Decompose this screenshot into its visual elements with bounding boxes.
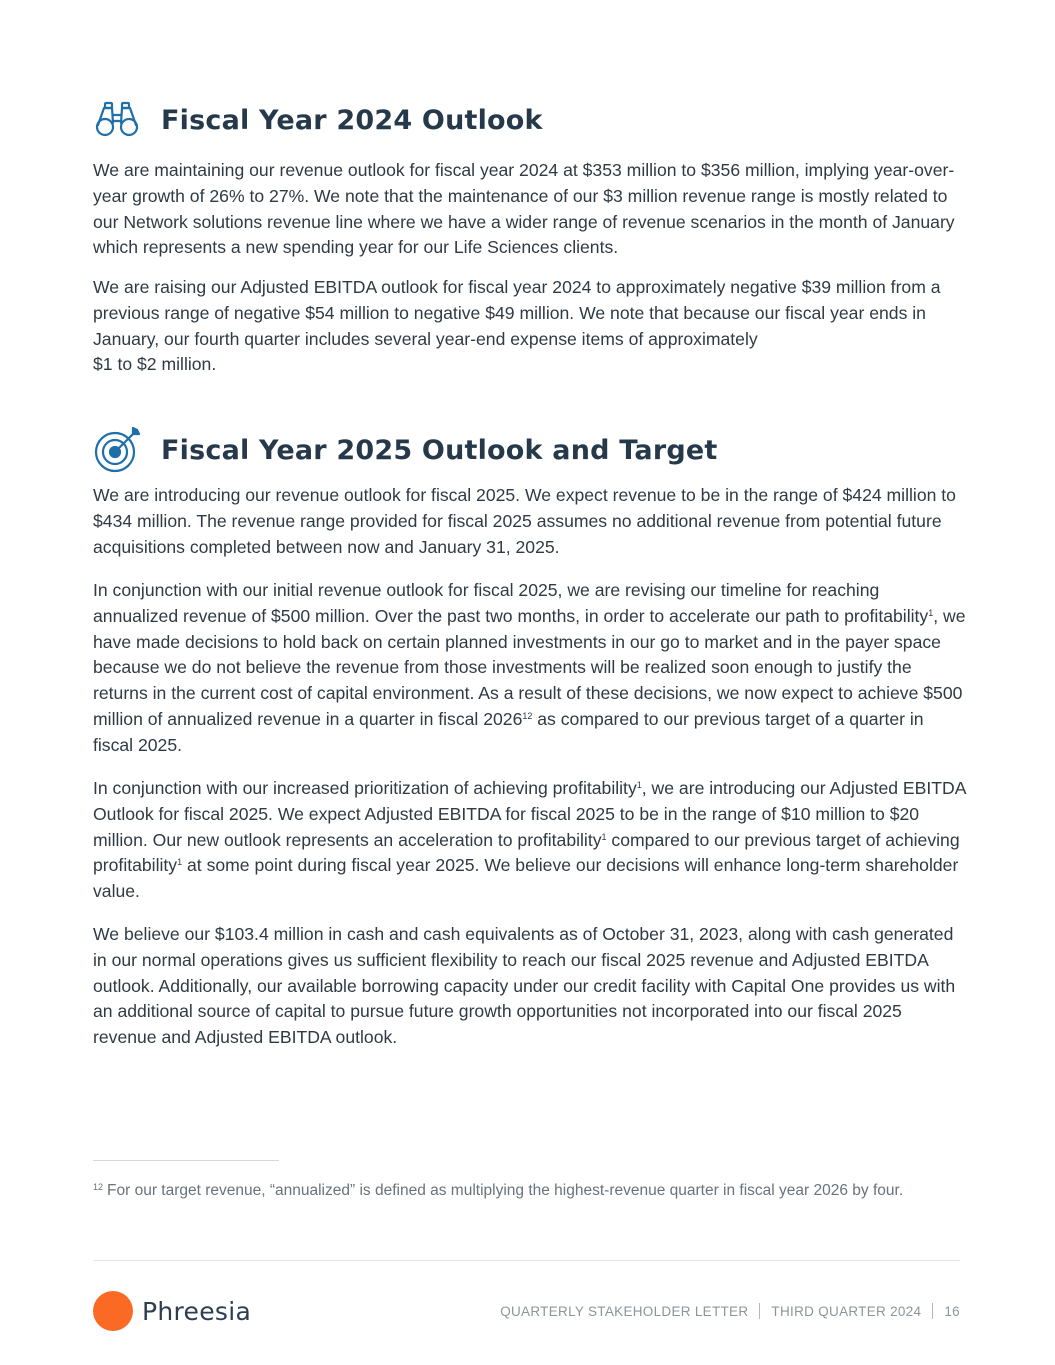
footnote-ref: 1: [928, 607, 934, 618]
period-label: THIRD QUARTER 2024: [771, 1303, 922, 1319]
target-icon: [93, 426, 141, 474]
fy2024-ebitda-text: We are raising our Adjusted EBITDA outlook for fiscal year 2024 to approximately negative $39 million from a previous range of negative $54 million to negative $49 million. We note that because our fiscal year ends in January, our fourth quarter includes several year-end expense items of approximately: [93, 277, 941, 349]
section-title: Fiscal Year 2025 Outlook and Target: [161, 434, 718, 466]
page-number: 16: [944, 1303, 960, 1319]
document-label: QUARTERLY STAKEHOLDER LETTER: [500, 1303, 749, 1319]
binoculars-icon: [93, 96, 141, 144]
text-run: at some point during fiscal year 2025. We believe our decisions will enhance long-term shareholder value.: [93, 855, 959, 902]
text-run: , we are introducing our Adjusted EBITDA Outlook for fiscal 2025. We expect Adjusted EBITDA for fiscal 2025 to be in the range of $10 million to $20 million. Our new outlook represents an acceleration to profitability: [93, 778, 966, 850]
text-run: as compared to our previous target of a quarter in fiscal 2025.: [93, 708, 924, 755]
fy2024-revenue-paragraph: We are maintaining our revenue outlook for fiscal year 2024 at $353 million to $356 million, implying year-over-year growth of 26% to 27%. We note that the maintenance of our $3 million revenue range is mostly related to our Network solutions revenue line where we have a wider range of revenue scenarios in the month of January which represents a new spending year for our Life Sciences clients.: [93, 160, 955, 258]
brand-name: Phreesia: [142, 1296, 252, 1326]
footnote-ref: 12: [522, 710, 533, 721]
footnote-marker: 12: [93, 1182, 104, 1192]
text-run: In conjunction with our increased prioritization of achieving profitability: [93, 778, 637, 798]
phreesia-logo: [93, 1291, 251, 1331]
text-run: , we have made decisions to hold back on certain planned investments in our go to market and in the payer space because we do not believe the revenue from those investments will be realized soon enough to justify the returns in the current cost of capital environment. As a result of these decisions, we now expect to achieve $500 million of annualized revenue in a quarter in fiscal 2026: [93, 605, 966, 729]
fy2024-ebitda-paragraph: [93, 275, 968, 378]
footer-meta: [500, 1303, 960, 1319]
footer-divider: [93, 1260, 960, 1261]
footnote-divider: [93, 1160, 279, 1161]
text-run: compared to our previous target of achieving profitability: [93, 829, 960, 876]
text-run: In conjunction with our initial revenue outlook for fiscal 2025, we are revising our timeline for reaching annualized revenue of $500 million. Over the past two months, in order to accelerate our path to profitability: [93, 580, 929, 626]
fy2025-ebitda-paragraph: [93, 776, 968, 905]
section-fy2025-header: [93, 426, 718, 474]
section-fy2024-header: [93, 96, 543, 144]
fy2025-timeline-paragraph: [93, 578, 968, 759]
footnote-ref: 1: [177, 857, 183, 868]
fy2024-ebitda-text-end: $1 to $2 million.: [93, 354, 217, 375]
footnote-text: For our target revenue, “annualized” is defined as multiplying the highest-revenue quarter in fiscal year 2026 by four.: [107, 1182, 904, 1199]
section-title: Fiscal Year 2024 Outlook: [161, 104, 543, 136]
footnote-ref: 1: [601, 831, 607, 842]
separator: [759, 1303, 760, 1319]
separator: [932, 1303, 933, 1319]
fy2025-liquidity-paragraph: We believe our $103.4 million in cash and cash equivalents as of October 31, 2023, along with cash generated in our normal operations gives us sufficient flexibility to reach our fiscal 2025 revenue and Adjusted EBITDA outlook. Additionally, our available borrowing capacity under our credit facility with Capital One provides us with an additional source of capital to pursue future growth opportunities not incorporated into our fiscal 2025 revenue and Adjusted EBITDA outlook.: [93, 924, 956, 1048]
logo-dot-icon: [93, 1291, 133, 1331]
footnote-ref: 1: [636, 780, 642, 790]
fy2025-revenue-paragraph: We are introducing our revenue outlook for fiscal 2025. We expect revenue to be in the range of $424 million to $434 million. The revenue range provided for fiscal 2025 assumes no additional revenue from potential future acquisitions completed between now and January 31, 2025.: [93, 485, 956, 557]
footnote: [93, 1180, 948, 1201]
